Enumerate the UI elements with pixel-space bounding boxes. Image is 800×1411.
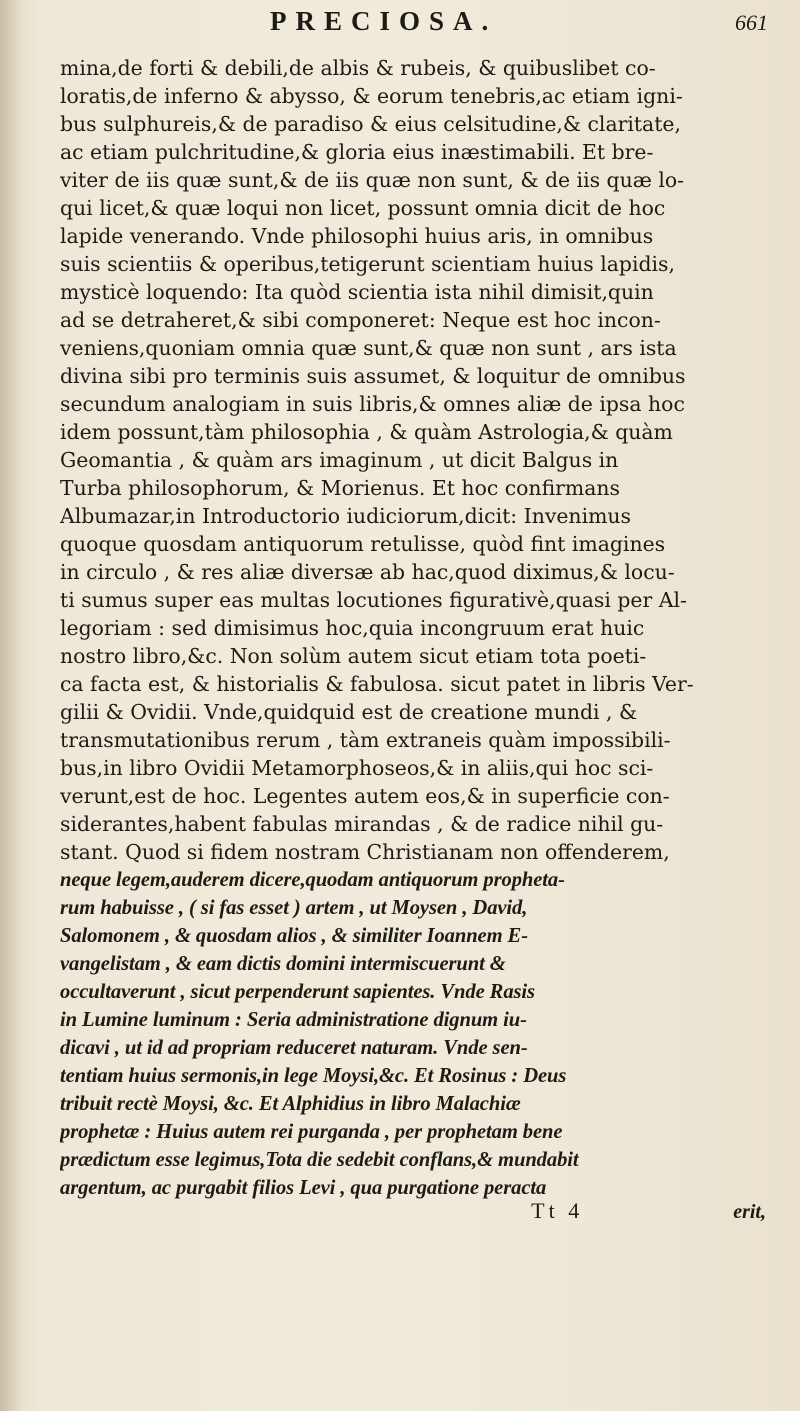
text-line-italic: dicavi , ut id ad propriam reduceret naturam. Vnde sen- [60, 1037, 528, 1059]
text-line: ac etiam pulchritudine,& gloria eius inæstimabili. Et bre- [60, 140, 654, 164]
text-line: secundum analogiam in suis libris,& omnes aliæ de ipsa hoc [60, 392, 685, 416]
text-line: ca facta est, & historialis & fabulosa. sicut patet in libris Ver- [60, 672, 694, 696]
text-line: viter de iis quæ sunt,& de iis quæ non sunt, & de iis quæ lo- [60, 168, 685, 192]
text-line-italic: occultaverunt , sicut perpenderunt sapientes. Vnde Rasis [60, 981, 535, 1003]
text-line: ad se detraheret,& sibi componeret: Neque est hoc incon- [60, 308, 661, 332]
text-line: in circulo , & res aliæ diversæ ab hac,quod diximus,& locu- [60, 560, 675, 584]
page-footer [60, 1198, 772, 1226]
text-line: divina sibi pro terminis suis assumet, & loquitur de omnibus [60, 364, 686, 388]
text-line: suis scientiis & operibus,tetigerunt scientiam huius lapidis, [60, 252, 675, 276]
page-number: 661 [735, 10, 768, 35]
text-line-italic: in Lumine luminum : Seria administratione dignum iu- [60, 1009, 527, 1031]
page-header [60, 6, 772, 54]
text-line-italic: argentum, ac purgabit filios Levi , qua purgatione peracta [60, 1177, 547, 1199]
text-line-italic: Salomonem , & quosdam alios , & similiter Ioannem E- [60, 925, 528, 947]
text-line-italic: tribuit rectè Moysi, &c. Et Alphidius in libro Malachiæ [60, 1093, 521, 1115]
text-line: legoriam : sed dimisimus hoc,quia incongruum erat huic [60, 616, 645, 640]
text-line: idem possunt,tàm philosophia , & quàm Astrologia,& quàm [60, 420, 673, 444]
text-line: siderantes,habent fabulas mirandas , & de radice nihil gu- [60, 812, 664, 836]
text-line: nostro libro,&c. Non solùm autem sicut etiam tota poeti- [60, 644, 647, 668]
text-line: mina,de forti & debili,de albis & rubeis, & quibuslibet co- [60, 56, 656, 80]
text-line: Albumazar,in Introductorio iudiciorum,dicit: Invenimus [60, 504, 632, 528]
text-line: gilii & Ovidii. Vnde,quidquid est de creatione mundi , & [60, 700, 638, 724]
signature-mark: Tt 4 [531, 1198, 584, 1223]
text-line: verunt,est de hoc. Legentes autem eos,& in superficie con- [60, 784, 670, 808]
text-line: lapide venerando. Vnde philosophi huius aris, in omnibus [60, 224, 654, 248]
body-text [60, 54, 772, 1202]
text-line: bus,in libro Ovidii Metamorphoseos,& in aliis,qui hoc sci- [60, 756, 654, 780]
text-line: loratis,de inferno & abysso, & eorum tenebris,ac etiam igni- [60, 84, 683, 108]
text-line-italic: prædictum esse legimus,Tota die sedebit conflans,& mundabit [60, 1149, 579, 1171]
text-line-italic: vangelistam , & eam dictis domini intermiscuerunt & [60, 953, 506, 975]
text-line: bus sulphureis,& de paradiso & eius celsitudine,& claritate, [60, 112, 681, 136]
text-line: ti sumus super eas multas locutiones figurativè,quasi per Al- [60, 588, 687, 612]
catchword: erit, [733, 1201, 766, 1223]
text-line-italic: neque legem,auderem dicere,quodam antiquorum propheta- [60, 869, 565, 891]
binding-gutter-shadow [0, 0, 22, 1411]
text-line: Geomantia , & quàm ars imaginum , ut dicit Balgus in [60, 448, 619, 472]
text-line: qui licet,& quæ loqui non licet, possunt omnia dicit de hoc [60, 196, 666, 220]
text-line: stant. Quod si fidem nostram Christianam non offenderem, [60, 840, 670, 864]
text-line: mysticè loquendo: Ita quòd scientia ista nihil dimisit,quin [60, 280, 654, 304]
text-line: transmutationibus rerum , tàm extraneis quàm impossibili- [60, 728, 671, 752]
text-line-italic: tentiam huius sermonis,in lege Moysi,&c. Et Rosinus : Deus [60, 1065, 567, 1087]
text-line-italic: rum habuisse , ( si fas esset ) artem , ut Moysen , David, [60, 897, 528, 919]
text-line: veniens,quoniam omnia quæ sunt,& quæ non sunt , ars ista [60, 336, 677, 360]
text-line-italic: prophetæ : Huius autem rei purganda , per prophetam bene [60, 1121, 563, 1143]
running-head: PRECIOSA. [270, 6, 498, 36]
text-line: quoque quosdam antiquorum retulisse, quòd fint imagines [60, 532, 666, 556]
text-line: Turba philosophorum, & Morienus. Et hoc confirmans [60, 476, 621, 500]
